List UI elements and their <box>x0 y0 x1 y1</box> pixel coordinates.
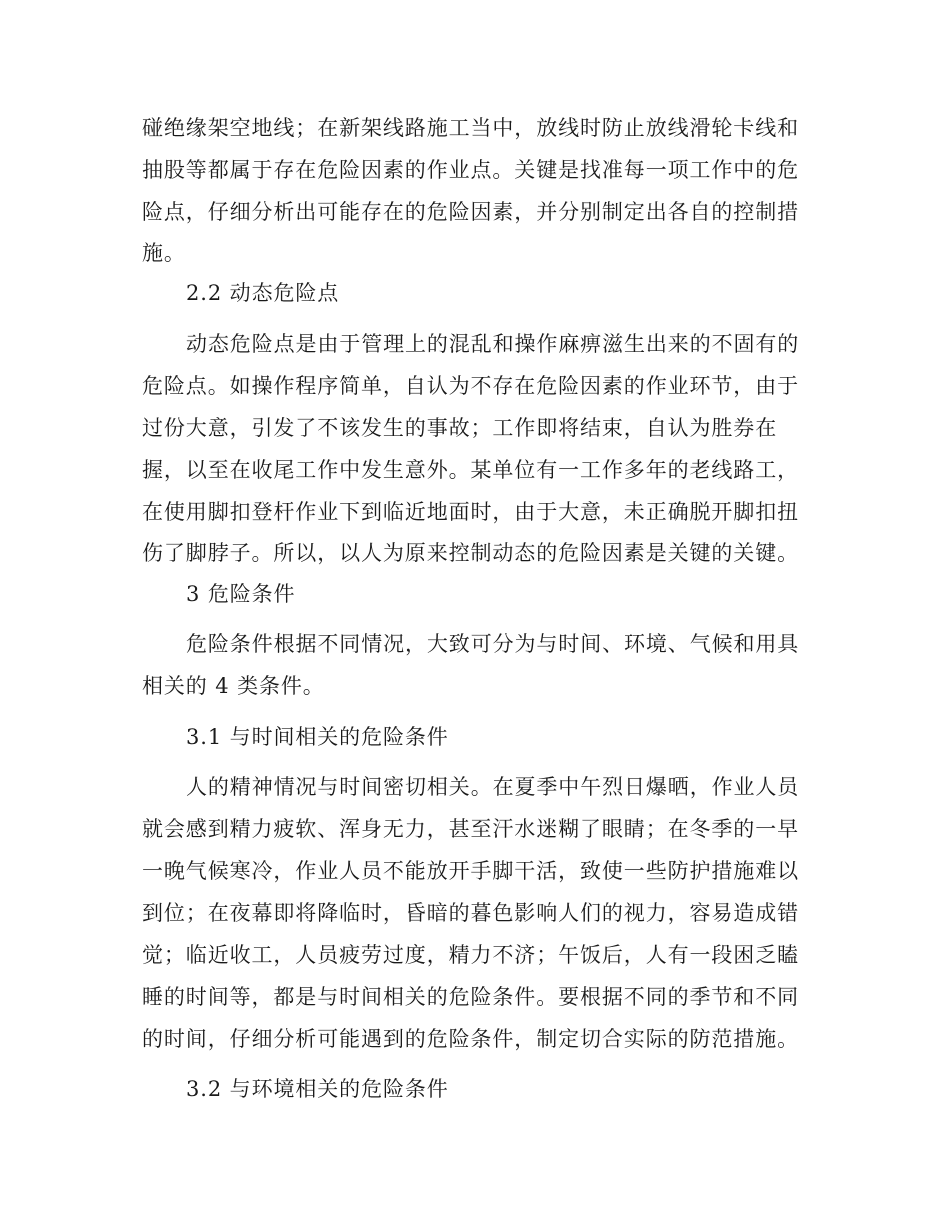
paragraph-line: 险点，仔细分析出可能存在的危险因素，并分别制定出各自的控制措 <box>142 200 799 224</box>
paragraph-line: 在使用脚扣登杆作业下到临近地面时，由于大意，未正确脱开脚扣扭 <box>142 500 799 524</box>
paragraph-line: 就会感到精力疲软、浑身无力，甚至汗水迷糊了眼睛；在冬季的一早 <box>142 817 799 841</box>
paragraph-line: 握，以至在收尾工作中发生意外。某单位有一工作多年的老线路工， <box>142 458 799 482</box>
paragraph-line: 到位；在夜幕即将降临时，昏暗的暮色影响人们的视力，容易造成错 <box>142 901 799 925</box>
paragraph-line: 抽股等都属于存在危险因素的作业点。关键是找准每一项工作中的危 <box>142 158 799 182</box>
section-heading: 3 危险条件 <box>186 582 296 606</box>
paragraph-line: 危险条件根据不同情况，大致可分为与时间、环境、气候和用具 <box>186 632 800 656</box>
paragraph-line: 一晚气候寒冷，作业人员不能放开手脚干活，致使一些防护措施难以 <box>142 859 799 883</box>
section-heading: 3.1 与时间相关的危险条件 <box>186 725 449 749</box>
paragraph-line: 动态危险点是由于管理上的混乱和操作麻痹滋生出来的不固有的 <box>186 332 800 356</box>
paragraph-line: 施。 <box>142 241 186 265</box>
paragraph-line: 睡的时间等，都是与时间相关的危险条件。要根据不同的季节和不同 <box>142 985 799 1009</box>
paragraph-line: 碰绝缘架空地线；在新架线路施工当中，放线时防止放线滑轮卡线和 <box>142 116 799 140</box>
paragraph-line: 的时间，仔细分析可能遇到的危险条件，制定切合实际的防范措施。 <box>142 1027 799 1051</box>
paragraph-line: 危险点。如操作程序简单，自认为不存在危险因素的作业环节，由于 <box>142 374 799 398</box>
paragraph-line: 相关的 4 类条件。 <box>142 674 325 698</box>
paragraph-line: 人的精神情况与时间密切相关。在夏季中午烈日爆晒，作业人员 <box>186 775 800 799</box>
paragraph-line: 伤了脚脖子。所以，以人为原来控制动态的危险因素是关键的关键。 <box>142 541 799 565</box>
section-heading: 2.2 动态危险点 <box>186 281 340 305</box>
paragraph-line: 过份大意，引发了不该发生的事故；工作即将结束，自认为胜券在 <box>142 416 778 440</box>
section-heading: 3.2 与环境相关的危险条件 <box>186 1077 449 1101</box>
paragraph-line: 觉；临近收工，人员疲劳过度，精力不济；午饭后，人有一段困乏瞌 <box>142 943 799 967</box>
